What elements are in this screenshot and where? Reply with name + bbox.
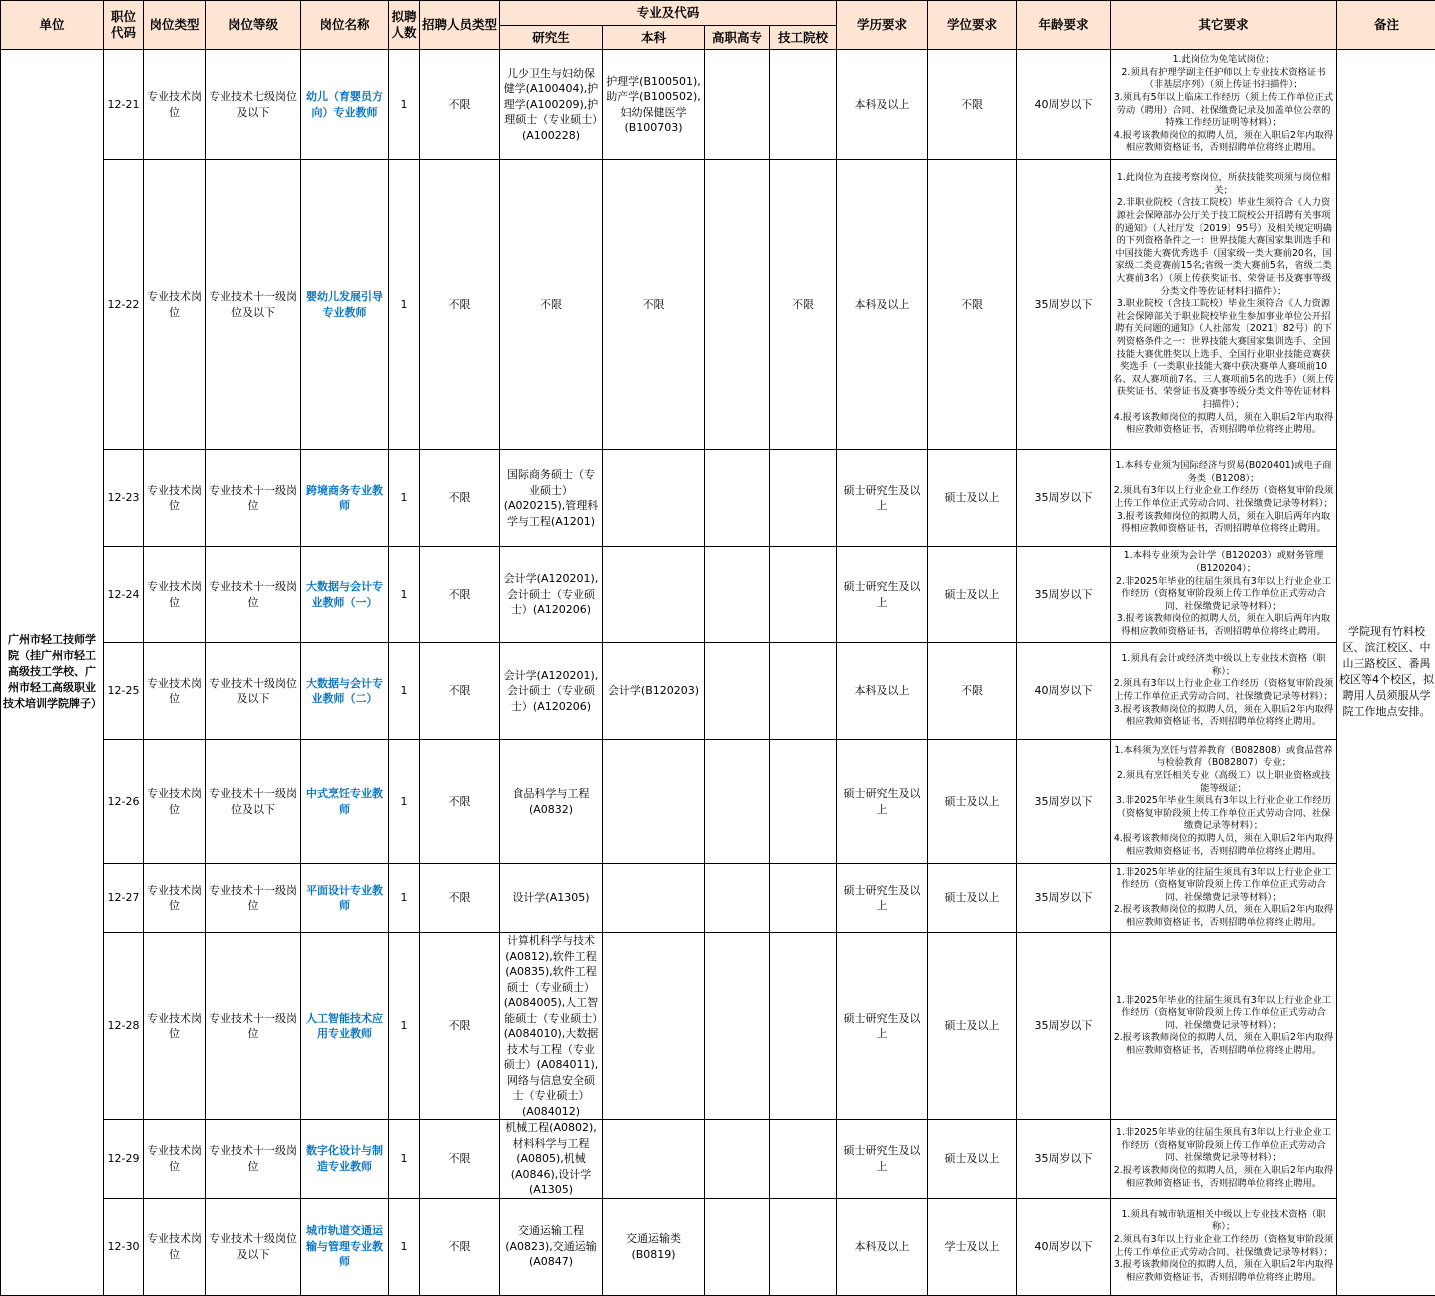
major-technical	[770, 1198, 837, 1295]
recruit-type: 不限	[420, 1120, 500, 1199]
job-code: 12-23	[104, 450, 144, 547]
degree-req: 硕士及以上	[928, 1120, 1017, 1199]
table-row	[1, 547, 1435, 643]
job-code: 12-21	[104, 50, 144, 160]
recruit-count: 1	[389, 50, 420, 160]
job-type: 专业技术岗位	[144, 643, 206, 740]
degree-req: 学士及以上	[928, 1198, 1017, 1295]
job-level: 专业技术十一级岗位及以下	[206, 160, 301, 450]
job-level: 专业技术十一级岗位	[206, 864, 301, 933]
recruit-type: 不限	[420, 643, 500, 740]
age-req: 35周岁以下	[1017, 450, 1111, 547]
age-req: 35周岁以下	[1017, 864, 1111, 933]
header-other: 其它要求	[1111, 1, 1337, 50]
major-technical	[770, 740, 837, 864]
major-grad: 计算机科学与技术(A0812),软件工程(A0835),软件工程硕士（专业硕士）(A084005),人工智能硕士（专业硕士）(A084010),大数据技术与工程（专业硕士）(A084011),网络与信息安全硕士（专业硕士）(A084012)	[500, 933, 603, 1120]
job-code: 12-30	[104, 1198, 144, 1295]
job-name: 数字化设计与制造专业教师	[301, 1120, 389, 1199]
major-technical	[770, 643, 837, 740]
degree-req: 不限	[928, 50, 1017, 160]
job-code: 12-27	[104, 864, 144, 933]
job-level: 专业技术十级岗位及以下	[206, 643, 301, 740]
recruit-count: 1	[389, 933, 420, 1120]
job-name: 跨境商务专业教师	[301, 450, 389, 547]
age-req: 35周岁以下	[1017, 933, 1111, 1120]
major-technical	[770, 547, 837, 643]
major-technical	[770, 864, 837, 933]
header-recruit-type: 招聘人员类型	[420, 1, 500, 50]
age-req: 35周岁以下	[1017, 740, 1111, 864]
major-undergrad	[603, 933, 705, 1120]
recruit-count: 1	[389, 547, 420, 643]
major-undergrad: 护理学(B100501),助产学(B100502),妇幼保健医学(B100703)	[603, 50, 705, 160]
job-code: 12-28	[104, 933, 144, 1120]
recruit-count: 1	[389, 643, 420, 740]
unit-name: 广州市轻工技师学院（挂广州市轻工高级技工学校、广州市轻工高级职业技术培训学院牌子）	[1, 50, 104, 1296]
recruit-type: 不限	[420, 450, 500, 547]
recruit-count: 1	[389, 1120, 420, 1199]
other-req: 1.须具有会计或经济类中级以上专业技术资格（职称）； 2.须具有3年以上行业企业工作经历（资格复审阶段须上传工作单位正式劳动合同、社保缴费记录等材料）； 3.报考该教师岗位的拟聘人员，须在入职后2年内取得相应教师资格证书，否则招聘单位将终止聘用。	[1111, 643, 1337, 740]
table-row	[1, 1120, 1435, 1199]
major-vocational	[705, 643, 770, 740]
job-level: 专业技术十一级岗位及以下	[206, 740, 301, 864]
major-vocational	[705, 160, 770, 450]
header-note: 备注	[1337, 1, 1435, 50]
major-grad: 会计学(A120201),会计硕士（专业硕士）(A120206)	[500, 547, 603, 643]
header-code: 职位代码	[104, 1, 144, 50]
header-grad: 研究生	[500, 26, 603, 50]
job-type: 专业技术岗位	[144, 160, 206, 450]
job-level: 专业技术十一级岗位	[206, 933, 301, 1120]
recruit-type: 不限	[420, 933, 500, 1120]
job-type: 专业技术岗位	[144, 740, 206, 864]
job-code: 12-22	[104, 160, 144, 450]
other-req: 1.非2025年毕业的往届生须具有3年以上行业企业工作经历（资格复审阶段须上传工作单位正式劳动合同、社保缴费记录等材料）； 2.报考该教师岗位的拟聘人员，须在入职后2年内取得相应教师资格证书，否则招聘单位将终止聘用。	[1111, 864, 1337, 933]
table-row	[1, 933, 1435, 1120]
job-name: 人工智能技术应用专业教师	[301, 933, 389, 1120]
major-grad: 儿少卫生与妇幼保健学(A100404),护理学(A100209),护理硕士（专业硕士）(A100228)	[500, 50, 603, 160]
major-grad: 国际商务硕士（专业硕士）(A020215),管理科学与工程(A1201)	[500, 450, 603, 547]
header-level: 岗位等级	[206, 1, 301, 50]
remark-note: 学院现有竹料校区、滨江校区、中山三路校区、番禺校区等4个校区，拟聘用人员须服从学院工作地点安排。	[1337, 50, 1435, 1296]
recruit-type: 不限	[420, 1198, 500, 1295]
major-grad: 食品科学与工程(A0832)	[500, 740, 603, 864]
major-technical	[770, 1120, 837, 1199]
major-undergrad	[603, 450, 705, 547]
education-req: 硕士研究生及以上	[837, 933, 928, 1120]
table-row	[1, 643, 1435, 740]
major-vocational	[705, 933, 770, 1120]
age-req: 40周岁以下	[1017, 1198, 1111, 1295]
major-vocational	[705, 450, 770, 547]
table-row	[1, 160, 1435, 450]
other-req: 1.须具有城市轨道相关中级以上专业技术资格（职称）； 2.须具有3年以上行业企业工作经历（资格复审阶段须上传工作单位正式劳动合同、社保缴费记录等材料）； 3.报考该教师岗位的拟聘人员，须在入职后2年内取得相应教师资格证书，否则招聘单位将终止聘用。	[1111, 1198, 1337, 1295]
header-technical: 技工院校	[770, 26, 837, 50]
degree-req: 硕士及以上	[928, 933, 1017, 1120]
job-type: 专业技术岗位	[144, 1120, 206, 1199]
header-count: 拟聘人数	[389, 1, 420, 50]
job-type: 专业技术岗位	[144, 50, 206, 160]
degree-req: 硕士及以上	[928, 740, 1017, 864]
table-row	[1, 740, 1435, 864]
major-vocational	[705, 1198, 770, 1295]
header-education: 学历要求	[837, 1, 928, 50]
other-req: 1.本科须为烹饪与营养教育（B082808）或食品营养与检验教育（B082807）专业； 2.须具有烹饪相关专业（高级工）以上职业资格或技能等级证； 3.非2025年毕业生须具有3年以上行业企业工作经历（资格复审阶段须上传工作单位正式劳动合同、社保缴费记录等材料）； 4.报考该教师岗位的拟聘人员，须在入职后2年内取得相应教师资格证书，否则招聘单位将终止聘用。	[1111, 740, 1337, 864]
table-row	[1, 864, 1435, 933]
header-name: 岗位名称	[301, 1, 389, 50]
recruit-count: 1	[389, 864, 420, 933]
degree-req: 硕士及以上	[928, 450, 1017, 547]
job-type: 专业技术岗位	[144, 933, 206, 1120]
age-req: 35周岁以下	[1017, 547, 1111, 643]
major-undergrad: 不限	[603, 160, 705, 450]
recruit-count: 1	[389, 450, 420, 547]
recruit-type: 不限	[420, 160, 500, 450]
education-req: 本科及以上	[837, 160, 928, 450]
recruit-type: 不限	[420, 50, 500, 160]
major-technical	[770, 933, 837, 1120]
major-technical	[770, 450, 837, 547]
header-major-group: 专业及代码	[500, 1, 837, 26]
job-type: 专业技术岗位	[144, 547, 206, 643]
degree-req: 不限	[928, 160, 1017, 450]
education-req: 硕士研究生及以上	[837, 1120, 928, 1199]
other-req: 1.本科专业须为国际经济与贸易(B020401)或电子商务类（B1208）； 2.须具有3年以上行业企业工作经历（资格复审阶段须上传工作单位正式劳动合同、社保缴费记录等材料）； 3.报考该教师岗位的拟聘人员，须在入职后两年内取得相应教师资格证书，否则招聘单位将终止聘用。	[1111, 450, 1337, 547]
job-type: 专业技术岗位	[144, 450, 206, 547]
job-name: 大数据与会计专业教师（一）	[301, 547, 389, 643]
job-name: 大数据与会计专业教师（二）	[301, 643, 389, 740]
major-grad: 设计学(A1305)	[500, 864, 603, 933]
table-row	[1, 50, 1435, 160]
table-body	[1, 50, 1435, 1296]
age-req: 40周岁以下	[1017, 50, 1111, 160]
degree-req: 硕士及以上	[928, 864, 1017, 933]
age-req: 35周岁以下	[1017, 1120, 1111, 1199]
recruit-count: 1	[389, 160, 420, 450]
major-technical: 不限	[770, 160, 837, 450]
job-code: 12-24	[104, 547, 144, 643]
job-code: 12-29	[104, 1120, 144, 1199]
job-level: 专业技术十一级岗位	[206, 450, 301, 547]
header-undergrad: 本科	[603, 26, 705, 50]
job-type: 专业技术岗位	[144, 1198, 206, 1295]
major-grad: 机械工程(A0802),材料科学与工程(A0805),机械(A0846),设计学(A1305)	[500, 1120, 603, 1199]
job-code: 12-26	[104, 740, 144, 864]
header-unit: 单位	[1, 1, 104, 50]
job-type: 专业技术岗位	[144, 864, 206, 933]
job-name: 幼儿（育婴员方向）专业教师	[301, 50, 389, 160]
table-row	[1, 450, 1435, 547]
other-req: 1.本科专业须为会计学（B120203）或财务管理（B120204）； 2.非2025年毕业的往届生须具有3年以上行业企业工作经历（资格复审阶段须上传工作单位正式劳动合同、社保缴费记录等材料）； 3.报考该教师岗位的拟聘人员，须在入职后两年内取得相应教师资格证书，否则招聘单位将终止聘用。	[1111, 547, 1337, 643]
major-grad: 交通运输工程(A0823),交通运输(A0847)	[500, 1198, 603, 1295]
major-undergrad: 交通运输类(B0819)	[603, 1198, 705, 1295]
other-req: 1.此岗位为直接考察岗位，所获技能奖项须与岗位相关； 2.非职业院校（含技工院校）毕业生须符合《人力资源社会保障部办公厅关于技工院校公开招聘有关事项的通知》（人社厅发〔2019〕95号）及相关规定明确的下列资格条件之一：世界技能大赛国家集训选手和中国技能大赛优秀选手（国家级一类大赛前20名，国家级二类竞赛前15名;省级一类大赛前5名，省级二类大赛前3名）（须上传获奖证书、荣誉证书及赛事等级分类文件等佐证材料扫描件）； 3.职业院校（含技工院校）毕业生须符合《人力资源社会保障部关于职业院校毕业生参加事业单位公开招聘有关问题的通知》（人社部发〔2021〕82号）的下列资格条件之一：世界技能大赛国家集训选手、全国技能大赛优胜奖以上选手、全国行业职业技能竞赛获奖选手（一类职业技能大赛中获决赛单人赛项前10名、双人赛项前7名、三人赛项前5名的选手）（须上传获奖证书、荣誉证书及赛事等级分类文件等佐证材料扫描件）； 4.报考该教师岗位的拟聘人员，须在入职后2年内取得相应教师资格证书，否则招聘单位将终止聘用。	[1111, 160, 1337, 450]
header-type: 岗位类型	[144, 1, 206, 50]
education-req: 本科及以上	[837, 50, 928, 160]
job-level: 专业技术七级岗位及以下	[206, 50, 301, 160]
major-vocational	[705, 864, 770, 933]
other-req: 1.此岗位为免笔试岗位； 2.须具有护理学副主任护师以上专业技术资格证书（非基层序列）（须上传证书扫描件）； 3.须具有5年以上临床工作经历（须上传工作单位正式劳动（聘用）合同、社保缴费记录及加盖单位公章的特殊工作经历证明等材料）； 4.报考该教师岗位的拟聘人员，须在入职后2年内取得相应教师资格证书，否则招聘单位将终止聘用。	[1111, 50, 1337, 160]
major-vocational	[705, 50, 770, 160]
education-req: 硕士研究生及以上	[837, 864, 928, 933]
header-age: 年龄要求	[1017, 1, 1111, 50]
major-technical	[770, 50, 837, 160]
other-req: 1.非2025年毕业的往届生须具有3年以上行业企业工作经历（资格复审阶段须上传工作单位正式劳动合同、社保缴费记录等材料）； 2.报考该教师岗位的拟聘人员，须在入职后2年内取得相应教师资格证书，否则招聘单位将终止聘用。	[1111, 933, 1337, 1120]
major-grad: 会计学(A120201),会计硕士（专业硕士）(A120206)	[500, 643, 603, 740]
header-vocational: 高职高专	[705, 26, 770, 50]
age-req: 40周岁以下	[1017, 643, 1111, 740]
major-undergrad	[603, 1120, 705, 1199]
job-name: 城市轨道交通运输与管理专业教师	[301, 1198, 389, 1295]
job-name: 平面设计专业教师	[301, 864, 389, 933]
recruit-type: 不限	[420, 864, 500, 933]
education-req: 本科及以上	[837, 1198, 928, 1295]
education-req: 本科及以上	[837, 643, 928, 740]
degree-req: 不限	[928, 643, 1017, 740]
recruit-count: 1	[389, 1198, 420, 1295]
recruit-type: 不限	[420, 740, 500, 864]
job-level: 专业技术十级岗位及以下	[206, 1198, 301, 1295]
age-req: 35周岁以下	[1017, 160, 1111, 450]
job-code: 12-25	[104, 643, 144, 740]
job-name: 中式烹饪专业教师	[301, 740, 389, 864]
job-level: 专业技术十一级岗位	[206, 547, 301, 643]
major-undergrad	[603, 864, 705, 933]
education-req: 硕士研究生及以上	[837, 740, 928, 864]
major-vocational	[705, 1120, 770, 1199]
job-level: 专业技术十一级岗位	[206, 1120, 301, 1199]
job-name: 婴幼儿发展引导专业教师	[301, 160, 389, 450]
recruit-count: 1	[389, 740, 420, 864]
degree-req: 硕士及以上	[928, 547, 1017, 643]
education-req: 硕士研究生及以上	[837, 547, 928, 643]
other-req: 1.非2025年毕业的往届生须具有3年以上行业企业工作经历（资格复审阶段须上传工作单位正式劳动合同、社保缴费记录等材料）； 2.报考该教师岗位的拟聘人员，须在入职后2年内取得相应教师资格证书，否则招聘单位将终止聘用。	[1111, 1120, 1337, 1199]
major-undergrad	[603, 547, 705, 643]
major-vocational	[705, 740, 770, 864]
education-req: 硕士研究生及以上	[837, 450, 928, 547]
major-grad: 不限	[500, 160, 603, 450]
major-undergrad	[603, 740, 705, 864]
major-vocational	[705, 547, 770, 643]
table-row	[1, 1198, 1435, 1295]
header-degree: 学位要求	[928, 1, 1017, 50]
recruit-type: 不限	[420, 547, 500, 643]
major-undergrad: 会计学(B120203)	[603, 643, 705, 740]
